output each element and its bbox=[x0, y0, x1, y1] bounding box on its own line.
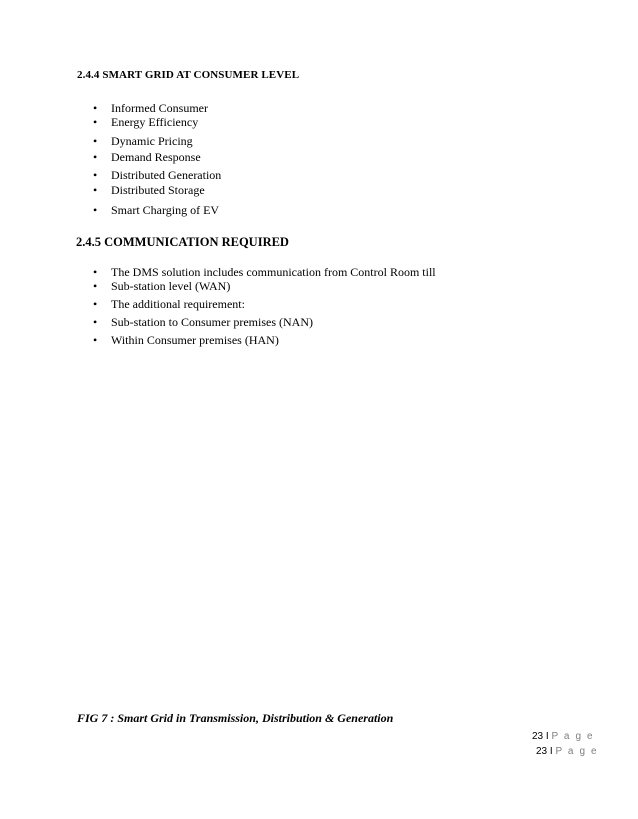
bullet-icon: • bbox=[93, 297, 98, 311]
list-item: • Demand Response bbox=[93, 150, 201, 164]
bullet-icon: • bbox=[93, 183, 98, 197]
page-footer-duplicate bbox=[536, 746, 598, 757]
list-item: • Smart Charging of EV bbox=[93, 203, 220, 217]
page-separator: I bbox=[549, 746, 553, 757]
list-item: • Distributed Generation bbox=[93, 168, 222, 182]
page-separator: I bbox=[545, 731, 549, 742]
bullet-icon: • bbox=[93, 203, 98, 217]
list-item: • The DMS solution includes communication from Control Room till bbox=[93, 265, 436, 279]
page-label: P a g e bbox=[551, 731, 595, 742]
list-item: • The additional requirement: bbox=[93, 297, 245, 311]
section-245-heading: 2.4.5 COMMUNICATION REQUIRED bbox=[76, 235, 289, 249]
list-item: • Energy Efficiency bbox=[93, 115, 199, 129]
bullet-icon: • bbox=[93, 115, 98, 129]
list-item: • Sub-station level (WAN) bbox=[93, 279, 231, 293]
list-item: • Informed Consumer bbox=[93, 101, 208, 115]
bullet-icon: • bbox=[93, 333, 98, 347]
page-label: P a g e bbox=[555, 746, 599, 757]
page-footer bbox=[532, 731, 594, 742]
list-item: • Within Consumer premises (HAN) bbox=[93, 333, 279, 347]
bullet-icon: • bbox=[93, 168, 98, 182]
bullet-icon: • bbox=[93, 279, 98, 293]
bullet-icon: • bbox=[93, 265, 98, 279]
bullet-icon: • bbox=[93, 315, 98, 329]
list-item: • Distributed Storage bbox=[93, 183, 205, 197]
page-number: 23 bbox=[532, 731, 544, 742]
figure-caption: FIG 7 : Smart Grid in Transmission, Distribution & Generation bbox=[77, 711, 394, 725]
page-number: 23 bbox=[536, 746, 548, 757]
bullet-icon: • bbox=[93, 150, 98, 164]
bullet-icon: • bbox=[93, 101, 98, 115]
section-244-heading: 2.4.4 SMART GRID AT CONSUMER LEVEL bbox=[77, 69, 300, 81]
list-item: • Dynamic Pricing bbox=[93, 134, 193, 148]
bullet-icon: • bbox=[93, 134, 98, 148]
list-item: • Sub-station to Consumer premises (NAN) bbox=[93, 315, 313, 329]
